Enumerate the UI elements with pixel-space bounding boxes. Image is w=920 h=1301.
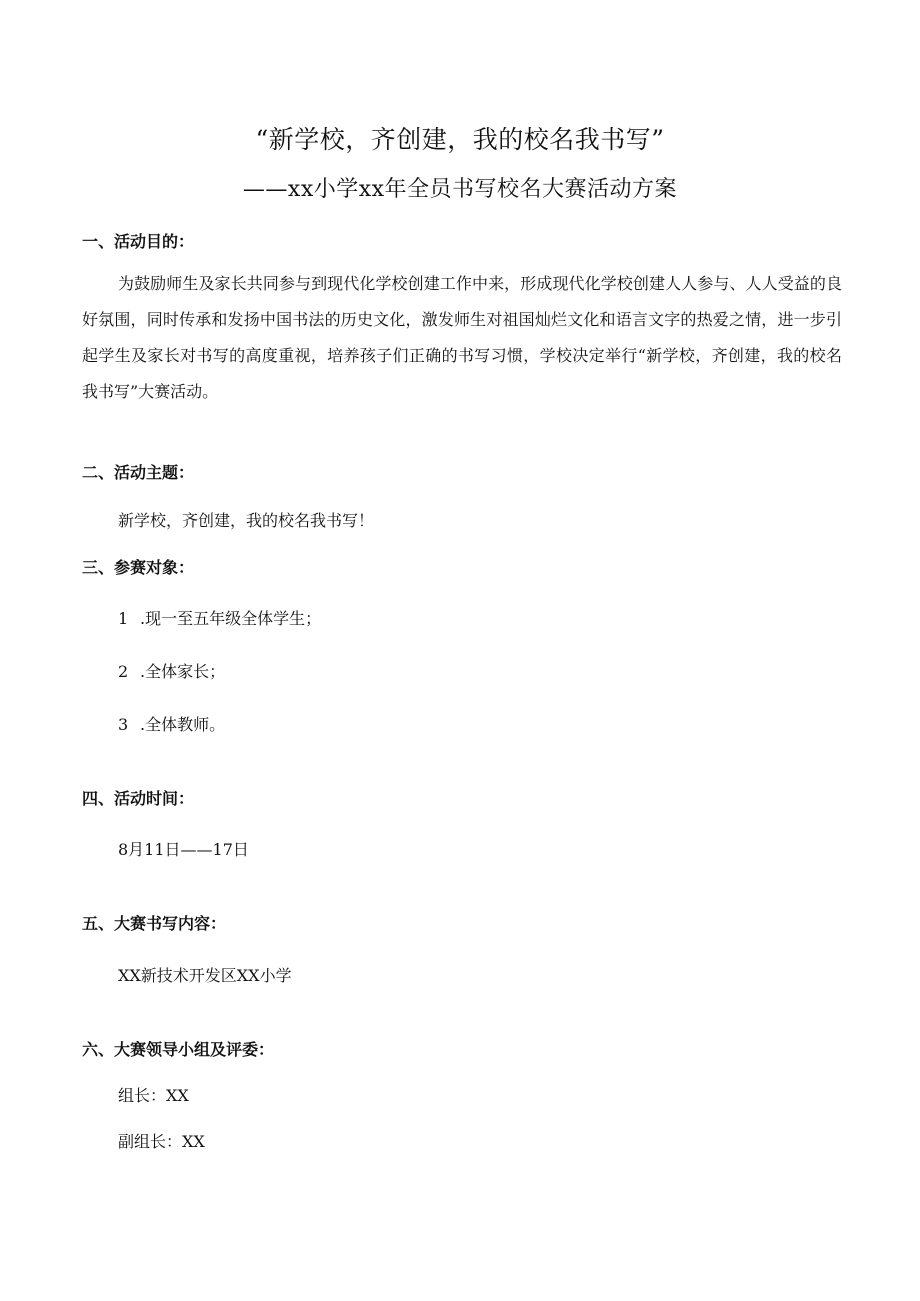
list-item-number: 1 — [118, 609, 129, 628]
deputy-leader-text: 副组长：XX — [118, 1132, 205, 1151]
theme-text: 新学校，齐创建，我的校名我书写！ — [118, 511, 375, 530]
section-heading-time: 四、活动时间： — [82, 789, 195, 808]
document-title: “新学校，齐创建，我的校名我书写” — [255, 125, 665, 154]
leader-text: 组长：XX — [118, 1086, 189, 1105]
list-item — [118, 659, 225, 682]
list-item-number: 3 — [118, 715, 129, 734]
section-heading-theme: 二、活动主题： — [82, 463, 195, 482]
content-text: XX新技术开发区XX小学 — [118, 966, 292, 985]
section-heading-leadership: 六、大赛领导小组及评委： — [82, 1040, 275, 1059]
list-item — [118, 606, 321, 629]
list-item-text: .现一至五年级全体学生； — [140, 609, 322, 628]
list-item-text: .全体教师。 — [140, 715, 226, 734]
section-heading-content: 五、大赛书写内容： — [82, 914, 227, 933]
list-item-text: .全体家长； — [140, 662, 226, 681]
list-item — [118, 712, 225, 735]
document-subtitle: ——xx小学xx年全员书写校名大赛活动方案 — [242, 177, 678, 202]
time-text: 8月11日——17日 — [118, 840, 249, 859]
list-item-number: 2 — [118, 662, 129, 681]
section-heading-purpose: 一、活动目的： — [82, 232, 195, 251]
purpose-paragraph: 为鼓励师生及家长共同参与到现代化学校创建工作中来，形成现代化学校创建人人参与、人人受益的良好氛围，同时传承和发扬中国书法的历史文化，激发师生对祖国灿烂文化和语言文字的热爱之情，进一步引起学生及家长对书写的高度重视，培养孩子们正确的书写习惯，学校决定举行“新学校，齐创建，我的校名我书写”大赛活动。 — [82, 274, 842, 401]
section-heading-participants: 三、参赛对象： — [82, 558, 195, 577]
